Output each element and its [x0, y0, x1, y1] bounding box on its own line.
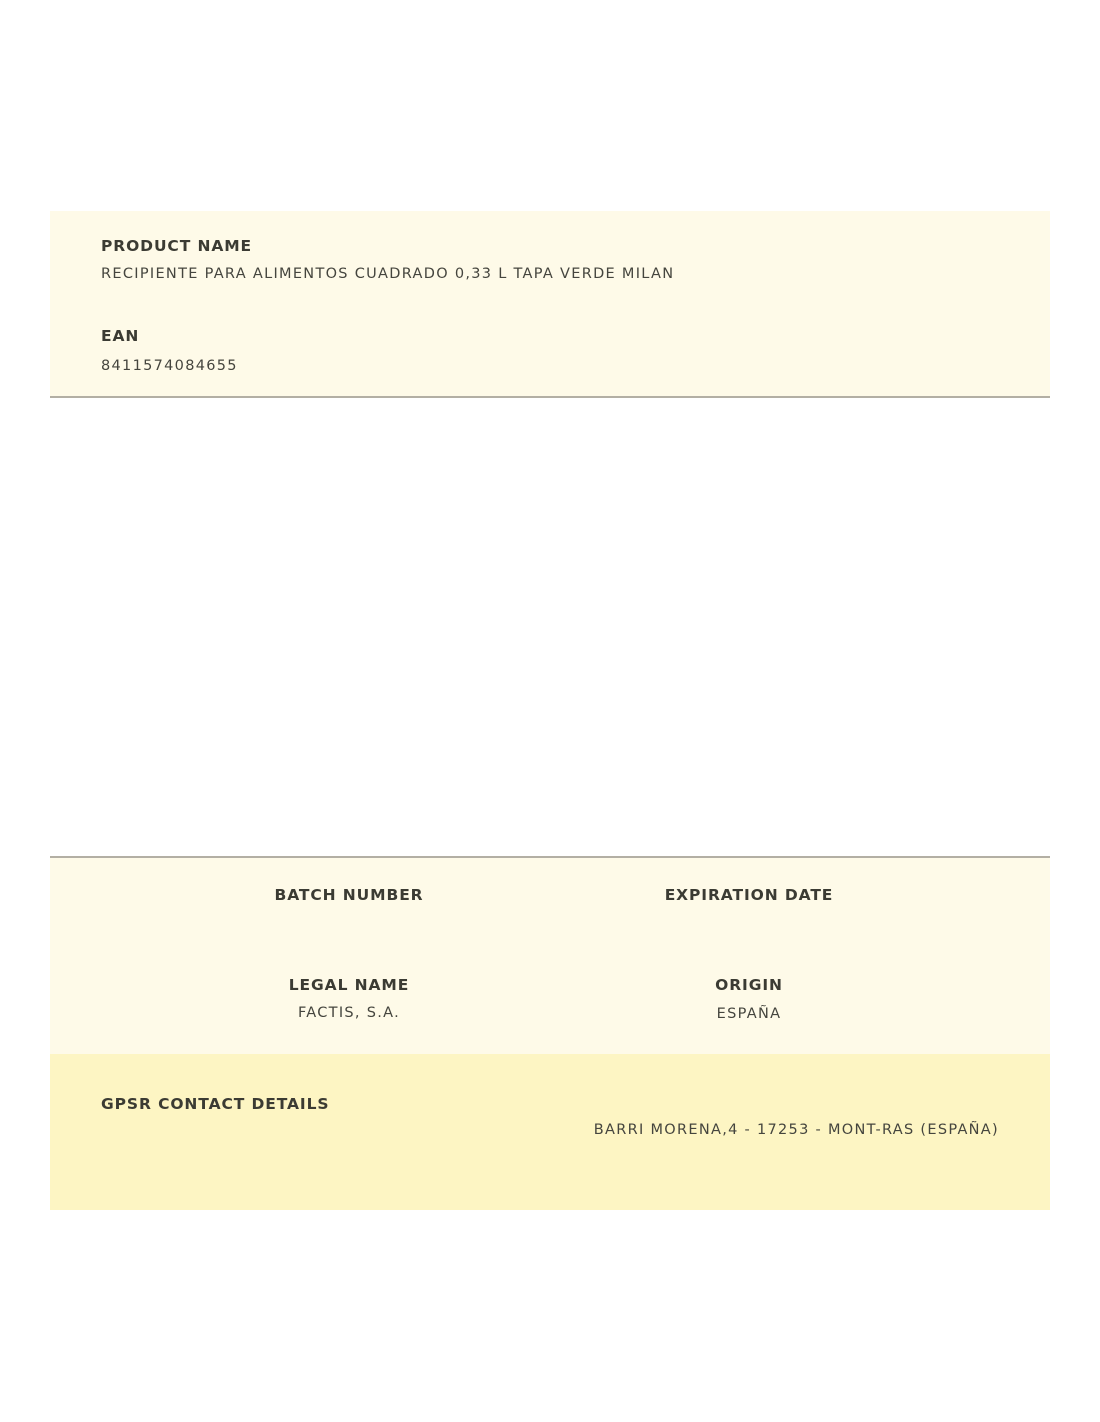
gpsr-contact-label: GPSR CONTACT DETAILS [101, 1095, 330, 1113]
product-name-label: PRODUCT NAME [101, 237, 253, 255]
expiration-date-label: EXPIRATION DATE [664, 886, 834, 904]
ean-label: EAN [101, 327, 140, 345]
gpsr-contact-panel [50, 1054, 1050, 1210]
gpsr-contact-address: BARRI MORENA,4 - 17253 - MONT-RAS (ESPAÑA) [593, 1122, 999, 1138]
ean-value: 8411574084655 [101, 358, 238, 374]
legal-name-value: FACTIS, S.A. [297, 1005, 401, 1021]
origin-label: ORIGIN [715, 976, 783, 994]
legal-name-label: LEGAL NAME [288, 976, 410, 994]
batch-number-label: BATCH NUMBER [274, 886, 424, 904]
product-info-panel [50, 211, 1050, 398]
product-details-panel [50, 856, 1050, 1056]
product-name-value: RECIPIENTE PARA ALIMENTOS CUADRADO 0,33 L TAPA VERDE MILAN [101, 266, 675, 282]
origin-value: ESPAÑA [716, 1006, 782, 1022]
